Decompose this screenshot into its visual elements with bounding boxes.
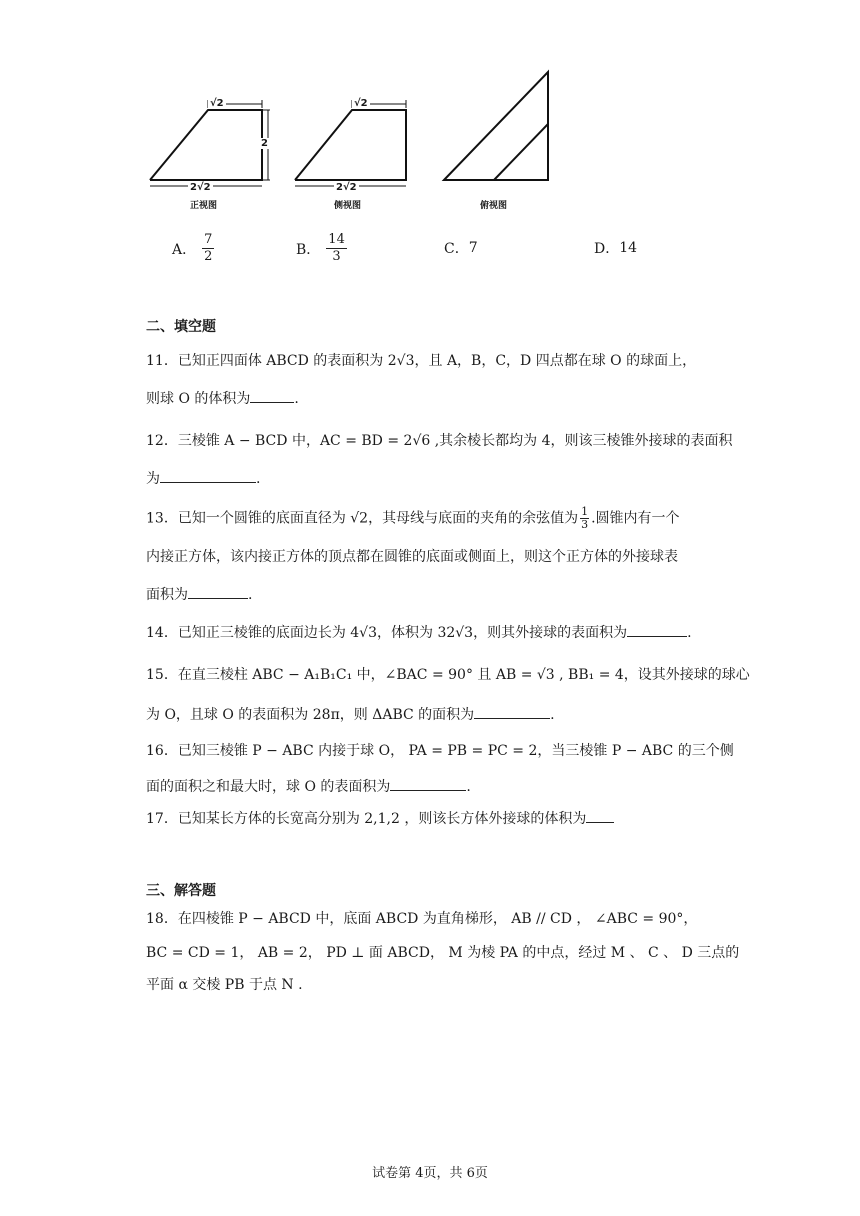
- q14-text: 14．已知正三棱锥的底面边长为 4√3，体积为 32√3，则其外接球的表面积为: [146, 625, 628, 641]
- q12-blank: [160, 470, 256, 483]
- choice-c: [444, 238, 478, 258]
- section-fill-title: 二、填空题: [146, 319, 216, 335]
- section-solve-title: 三、解答题: [146, 883, 216, 899]
- q12-text: 为: [146, 471, 160, 487]
- q11-line1: 11．已知正四面体 ABCD 的表面积为 2√3，且 A，B，C，D 四点都在球 O 的球面上，: [146, 353, 697, 369]
- q17-line: [146, 808, 614, 828]
- q15-line2: 为 O，且球 O 的表面积为 28π，则 ΔABC 的面积为 .: [146, 707, 555, 723]
- q12-line1: 12．三棱锥 A − BCD 中，AC = BD = 2√6 ,其余棱长都均为 4，则该三棱锥外接球的表面积: [146, 433, 733, 449]
- side-view-label: 侧视图: [334, 201, 362, 211]
- q13-blank: [188, 586, 248, 599]
- choice-c-letter: C．: [444, 241, 469, 257]
- choice-d-value: 14: [619, 240, 638, 256]
- choice-b-fraction: [326, 232, 347, 265]
- choice-a-num: 7: [204, 232, 213, 247]
- side-bottom-dim: 2√2: [336, 182, 357, 193]
- q16-line1: 16．已知三棱锥 P − ABC 内接于球 O， PA = PB = PC = 2，当三棱锥 P − ABC 的三个侧: [146, 743, 734, 759]
- side-top-dim: √2: [354, 98, 368, 109]
- q13-den: 3: [581, 518, 589, 531]
- q13-fraction: [580, 506, 589, 531]
- choice-b-den: 3: [332, 249, 341, 264]
- q16-blank: [390, 778, 466, 791]
- choice-a-den: 2: [204, 249, 213, 264]
- choice-a-letter: A．: [172, 241, 197, 258]
- q17-text: 17．已知某长方体的长宽高分别为 2,1,2 ，则该长方体外接球的体积为: [146, 811, 587, 827]
- q18-line3: 平面 α 交棱 PB 于点 N .: [146, 977, 303, 993]
- q16-text: 面的面积之和最大时，球 O 的表面积为: [146, 779, 391, 795]
- q11-line2: 则球 O 的体积为 .: [146, 391, 299, 407]
- front-bottom-dim: 2√2: [190, 182, 211, 193]
- q13-text-end: 面积为: [146, 587, 188, 603]
- choice-c-value: 7: [468, 240, 478, 256]
- q18-line2: BC = CD = 1， AB = 2， PD ⊥ 面 ABCD， M 为棱 PA 的中点，经过 M 、 C 、 D 三点的: [146, 945, 740, 961]
- choice-b: [296, 232, 347, 265]
- front-top-dim: √2: [210, 98, 224, 109]
- q18-line1: 18．在四棱锥 P − ABCD 中，底面 ABCD 为直角梯形， AB // CD ， ∠ABC = 90°，: [146, 911, 698, 927]
- page-footer: 试卷第 4页，共 6页: [372, 1166, 488, 1181]
- q13-text-pre: 13．已知一个圆锥的底面直径为 √2，其母线与底面的夹角的余弦值为: [146, 510, 579, 527]
- q13-line1: [146, 506, 680, 531]
- top-view-shape: [444, 72, 548, 180]
- q11-text: 则球 O 的体积为: [146, 391, 251, 407]
- q12-line2: 为 .: [146, 471, 261, 487]
- choice-d: [594, 238, 637, 258]
- q15-line1: 15．在直三棱柱 ABC − A₁B₁C₁ 中，∠BAC = 90° 且 AB = √3 , BB₁ = 4，设其外接球的球心: [146, 667, 750, 683]
- q13-line3: 面积为 .: [146, 587, 253, 603]
- side-view-shape: [295, 100, 406, 186]
- choice-b-num: 14: [328, 232, 345, 247]
- q11-blank: [250, 390, 294, 403]
- front-view-shape: [150, 100, 270, 186]
- three-view-figure: [130, 62, 570, 222]
- top-view-label: 俯视图: [480, 201, 508, 211]
- choice-b-letter: B．: [296, 241, 321, 258]
- q13-line2: 内接正方体，该内接正方体的顶点都在圆锥的底面或侧面上，则这个正方体的外接球表: [146, 549, 678, 565]
- choice-a-fraction: [202, 232, 214, 265]
- q14-blank: [627, 624, 687, 637]
- q13-num: 1: [581, 505, 589, 518]
- front-view-label: 正视图: [190, 201, 218, 211]
- q13-text-post: .圆锥内有一个: [591, 510, 680, 527]
- front-height-dim: 2: [261, 138, 268, 149]
- choice-d-letter: D．: [594, 241, 620, 257]
- choice-a: [172, 232, 214, 265]
- q15-blank: [474, 706, 550, 719]
- q17-blank: [586, 810, 614, 823]
- q16-line2: 面的面积之和最大时，球 O 的表面积为 .: [146, 779, 471, 795]
- q14-line: 14．已知正三棱锥的底面边长为 4√3，体积为 32√3，则其外接球的表面积为 .: [146, 625, 692, 641]
- q15-text: 为 O，且球 O 的表面积为 28π，则 ΔABC 的面积为: [146, 707, 475, 723]
